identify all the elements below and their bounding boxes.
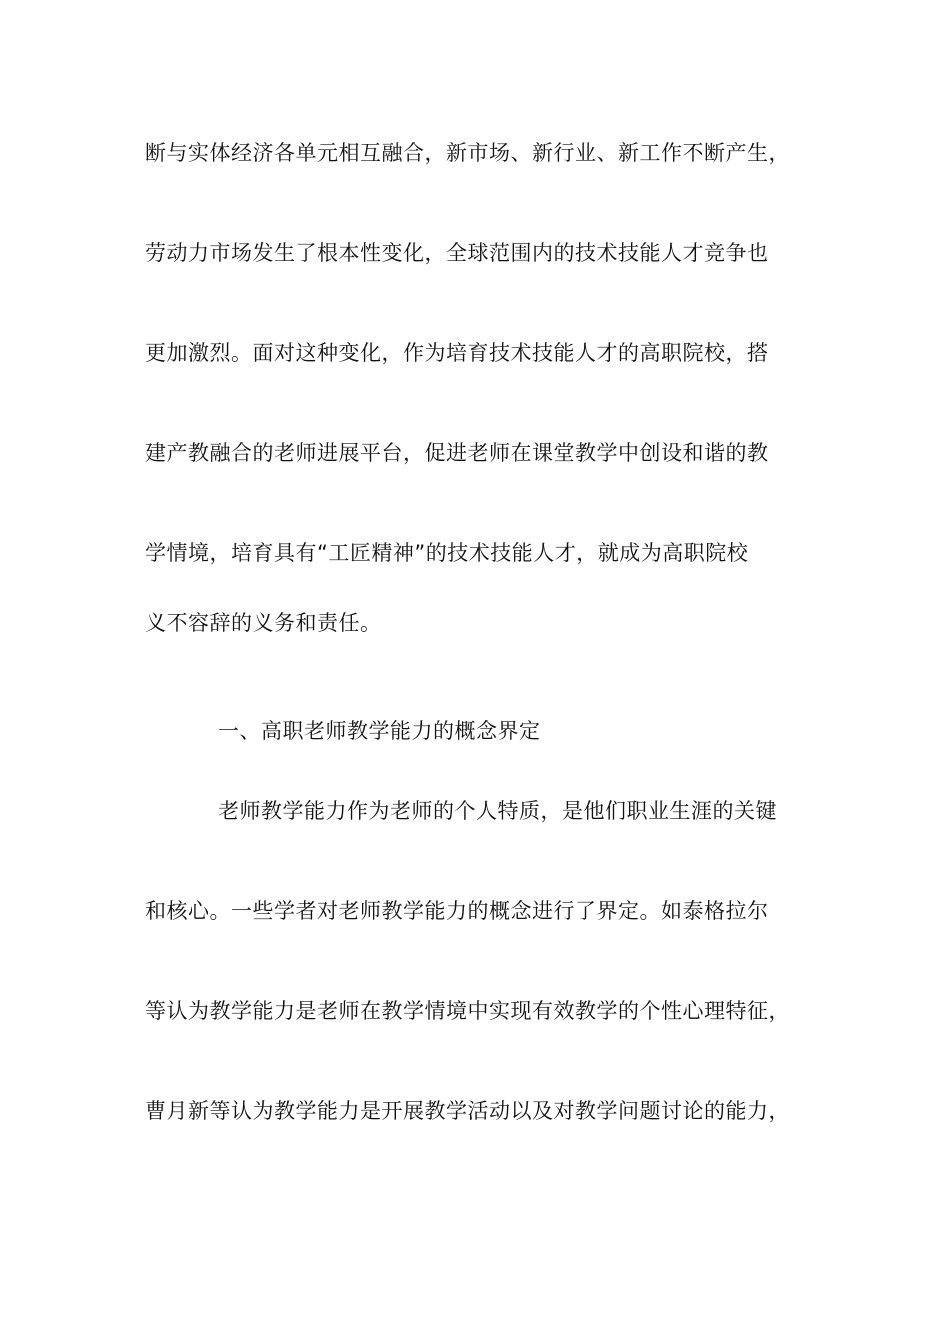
paragraph-line: 学情境，培育具有“工匠精神”的技术技能人才，就成为高职院校: [145, 541, 749, 565]
paragraph-line: 等认为教学能力是老师在教学情境中实现有效教学的个性心理特征，: [145, 999, 790, 1023]
paragraph-line: 断与实体经济各单元相互融合，新市场、新行业、新工作不断产生，: [145, 141, 790, 165]
paragraph-line: 老师教学能力作为老师的个人特质，是他们职业生涯的关键: [218, 799, 777, 823]
section-heading: 一、高职老师教学能力的概念界定: [218, 719, 541, 743]
paragraph-line: 劳动力市场发生了根本性变化，全球范围内的技术技能人才竞争也: [145, 241, 769, 265]
paragraph-line: 曹月新等认为教学能力是开展教学活动以及对教学问题讨论的能力，: [145, 1099, 790, 1123]
paragraph-line: 和核心。一些学者对老师教学能力的概念进行了界定。如泰格拉尔: [145, 899, 769, 923]
paragraph-line: 建产教融合的老师进展平台，促进老师在课堂教学中创设和谐的教: [145, 441, 769, 465]
paragraph-line: 更加激烈。面对这种变化，作为培育技术技能人才的高职院校，搭: [145, 341, 769, 365]
paragraph-line: 义不容辞的义务和责任。: [145, 611, 382, 635]
